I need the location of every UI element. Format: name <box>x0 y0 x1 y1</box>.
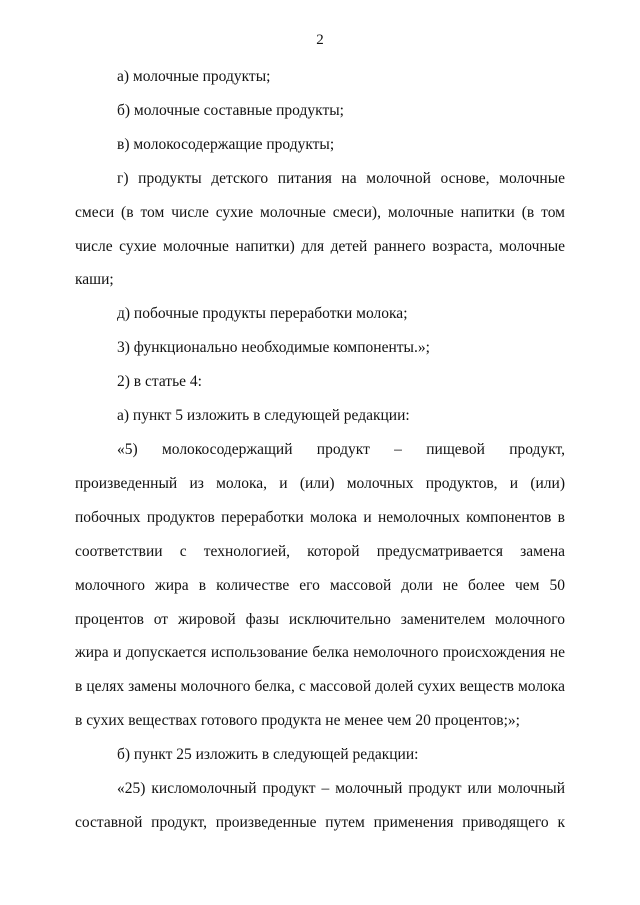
list-item-g: г) продукты детского питания на молочной основе, молочные смеси (в том числе сухие молочные смеси), молочные напитки (в том числе сухие молочные напитки) для детей раннего возраста, молочные каши; <box>75 169 565 289</box>
list-item-v: в) молокосодержащие продукты; <box>117 135 335 153</box>
page-number: 2 <box>316 32 324 48</box>
subsection-point-5: а) пункт 5 изложить в следующей редакции: <box>117 407 410 425</box>
subsection-point-25: б) пункт 25 изложить в следующей редакции: <box>117 746 419 764</box>
definition-point-5: «5) молокосодержащий продукт – пищевой продукт, произведенный из молока, и (или) молочных продуктов, и (или) побочных продуктов переработки молока и немолочных компонентов в соответствии с технологией, которой предусматривается замена молочного жира в количестве его массовой доли не более чем 50 процентов от жировой фазы исключительно заменителем молочного жира и допускается использование белка немолочного происхождения не в целях замены молочного белка, с массовой долей сухих веществ молока в сухих веществах готового продукта не менее чем 20 процентов;»; <box>75 440 565 730</box>
definition-point-25: «25) кисломолочный продукт – молочный продукт или молочный составной продукт, произведенные путем применения приводящего к <box>75 780 565 831</box>
section-article-4: 2) в статье 4: <box>117 373 202 391</box>
list-item-3: 3) функционально необходимые компоненты.»; <box>117 339 430 357</box>
list-item-b: б) молочные составные продукты; <box>117 101 344 119</box>
list-item-d: д) побочные продукты переработки молока; <box>117 305 408 323</box>
document-body <box>75 60 565 840</box>
list-item-a: а) молочные продукты; <box>117 68 271 85</box>
